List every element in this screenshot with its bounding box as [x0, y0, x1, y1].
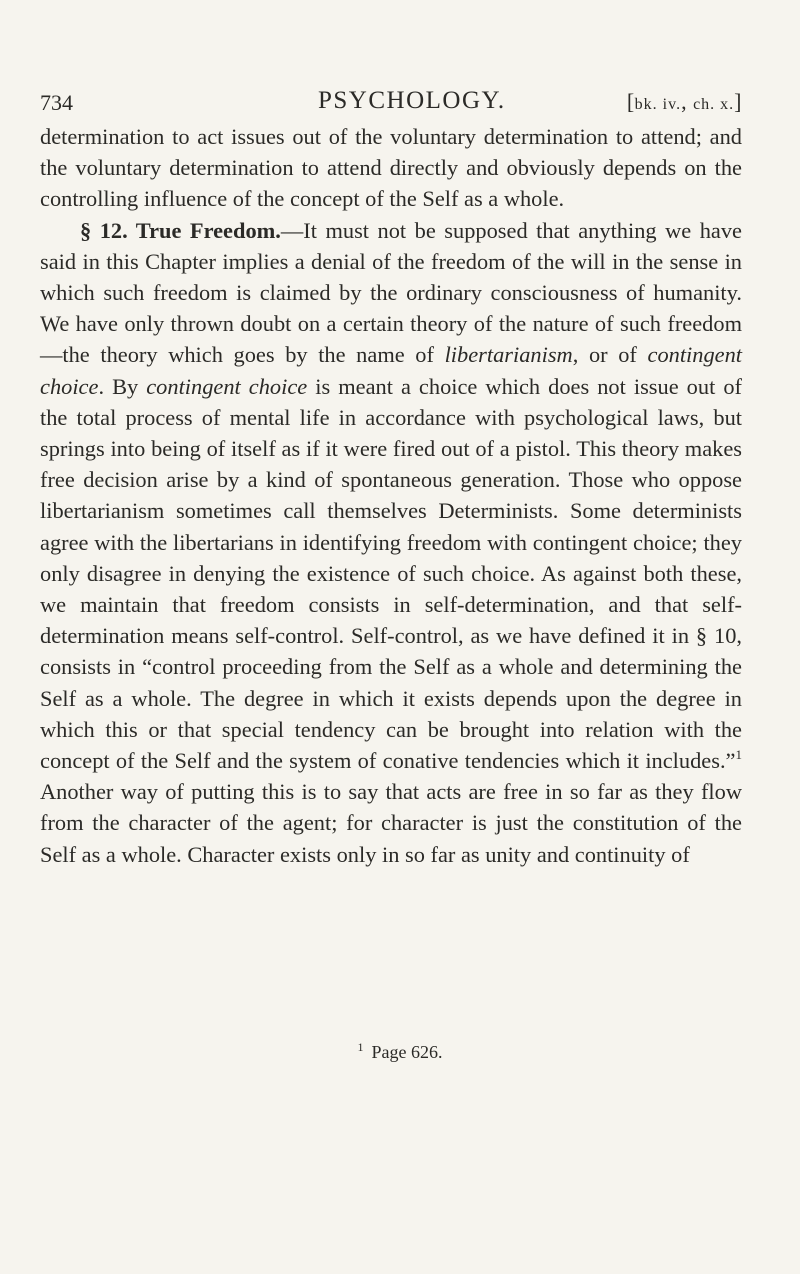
section-reference — [627, 87, 742, 120]
section-bracket-open: [ — [626, 89, 635, 114]
paragraph-continued: determination to act issues out of the voluntary determination to attend; and the voluntary determination to attend directly and obviously depends on the controlling influence of the concept of the Self as a whole. — [40, 124, 742, 212]
paragraph-text: . By — [98, 373, 147, 399]
paragraph-text: is meant a choice which does not issue out of the total process of mental life in accordance with psychological laws, but springs into being of itself as if it were fired out of a pistol. This theory makes free decision arise by a kind of spontaneous generation. Those who oppose libertarianism sometimes call themselves Determinists. Some determinists agree with the libertarians in identifying freedom with contingent choice; they only disagree in denying the existence of such choice. As against both these, we maintain that freedom consists in self-determination, and that self-determination means self-control. Self-control, as we have defined it in § 10, consists in “control proceeding from the Self as a whole and determining the Self as a whole. The degree in which it exists depends upon the degree in which this or that special tendency can be brought into relation with the concept of the Self and the system of conative tendencies which it includes.” — [40, 373, 742, 774]
paragraph-true-freedom — [40, 215, 742, 870]
running-head — [40, 86, 742, 116]
footnote — [0, 1040, 800, 1063]
paragraph-text: Another way of putting this is to say that acts are free in so far as they flow from the character of the agent; for character is just the constitution of the Self as a whole. Character exists only in so far as unity and continuity of — [40, 779, 742, 867]
section-bracket-close: ] — [734, 89, 742, 114]
book-number: bk. iv. — [634, 96, 682, 113]
page-number: 734 — [40, 90, 73, 115]
paragraph-text: —It must not be supposed that anything we have said in this Chapter implies a denial of the freedom of the will in the sense in which such freedom is claimed by the ordinary consciousness of humanity. We have only thrown doubt on a certain theory of the nature of such freedom—the theory which goes by the name of — [40, 217, 743, 368]
italic-term: libertarianism — [444, 342, 573, 368]
paragraph-text: , or of — [572, 342, 648, 368]
footnote-reference[interactable]: 1 — [735, 747, 742, 763]
footnote-marker: 1 — [357, 1040, 364, 1054]
running-title: PSYCHOLOGY. — [318, 87, 506, 114]
italic-term: contingent choice — [146, 373, 308, 399]
section-separator: , — [681, 89, 694, 114]
section-heading: § 12. True Freedom. — [80, 217, 281, 243]
body-text — [40, 121, 742, 870]
italic-term: contingent choice — [40, 342, 743, 399]
chapter-number: ch. x. — [693, 96, 735, 113]
footnote-text: Page 626. — [371, 1042, 443, 1062]
